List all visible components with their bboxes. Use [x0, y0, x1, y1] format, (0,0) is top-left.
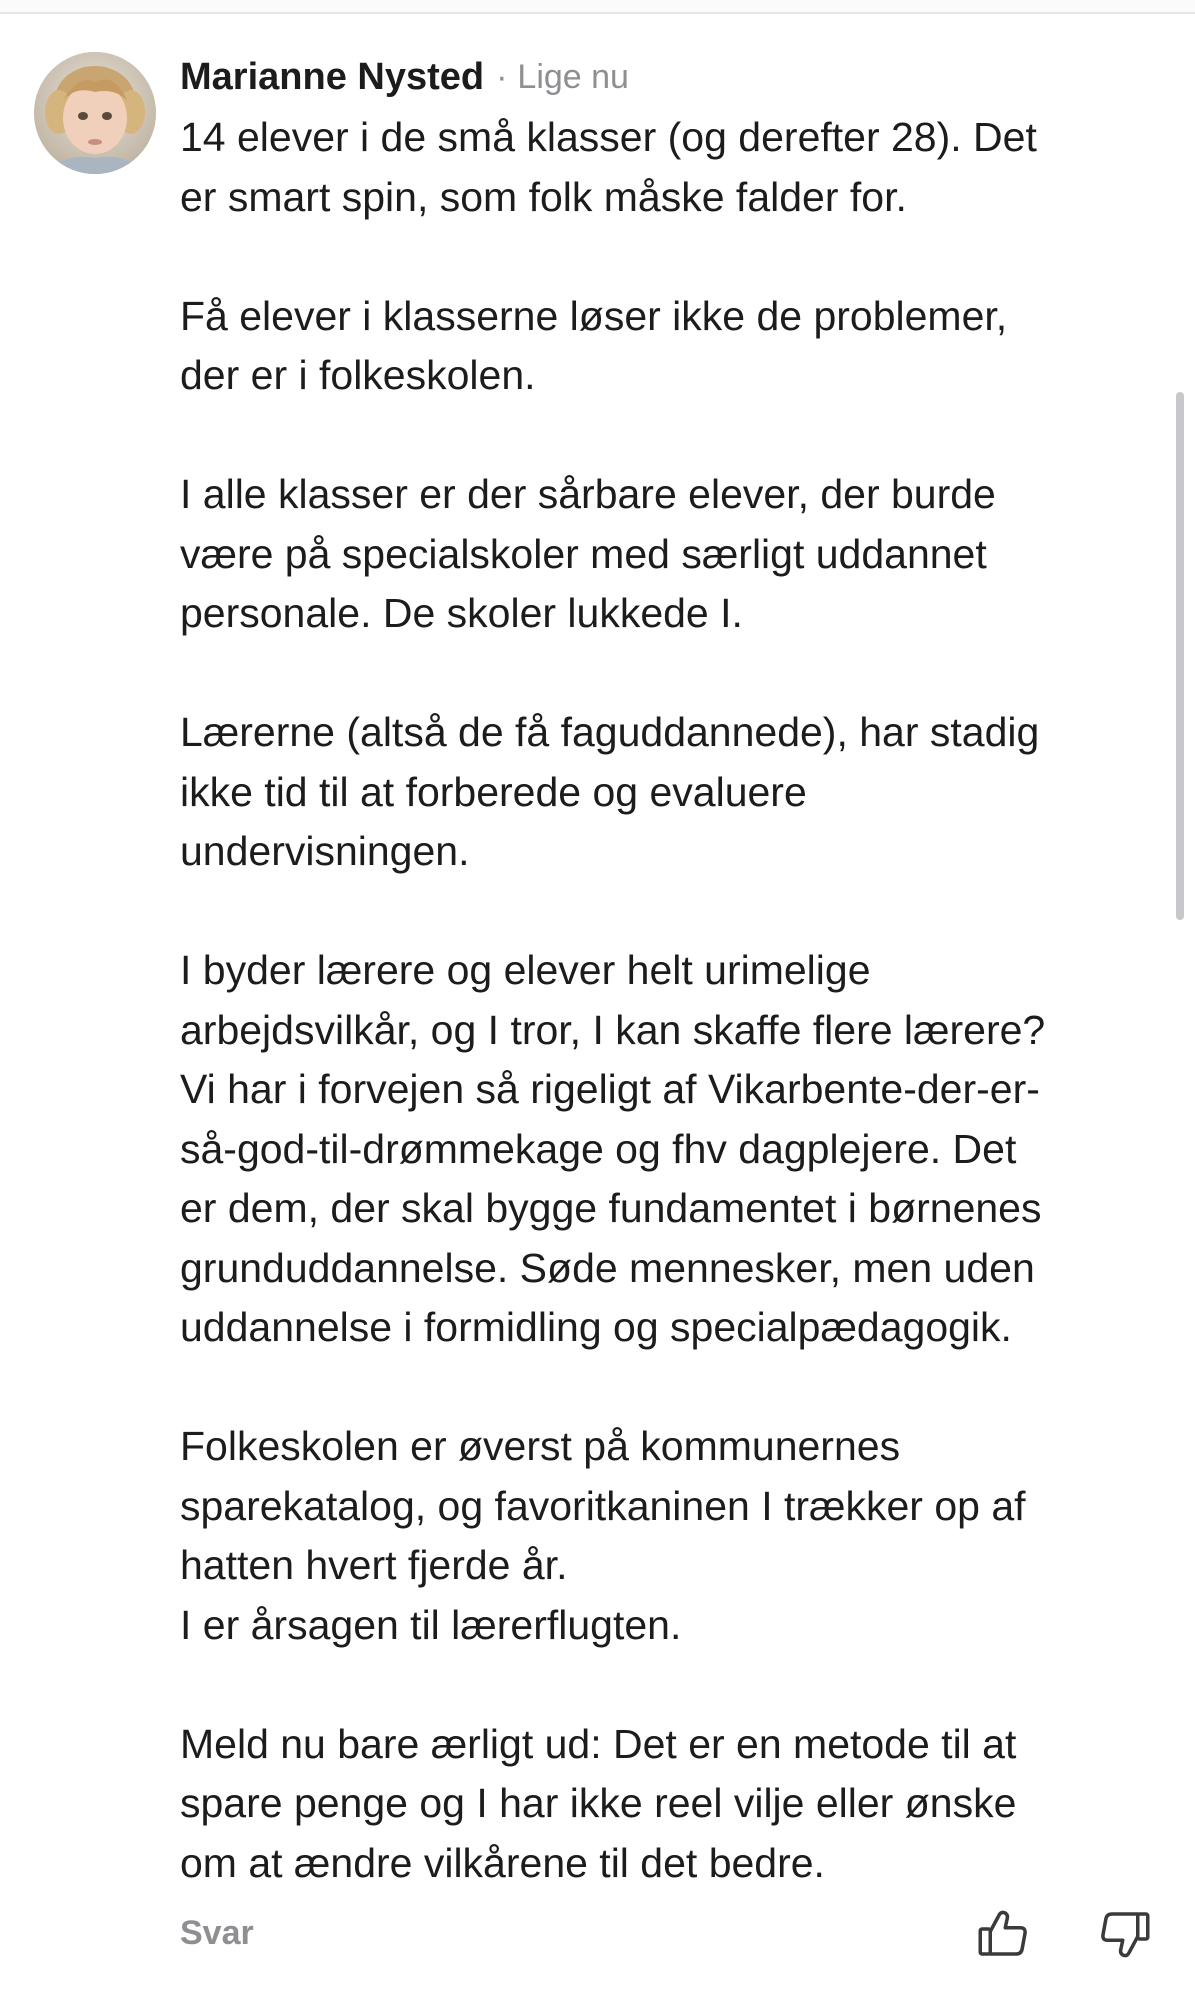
comment-text-line: så-god-til-drømmekage og fhv dagplejere. Det	[180, 1125, 1017, 1172]
comment-text-line: Meld nu bare ærligt ud: Det er en metode til at	[180, 1720, 1017, 1767]
comment-text-line: Lærerne (altså de få faguddannede), har stadig	[180, 709, 1040, 755]
comment-text-line: personale. De skoler lukkede I.	[180, 590, 743, 636]
comment-text-line: arbejdsvilkår, og I tror, I kan skaffe flere lærere?	[180, 1006, 1046, 1053]
comment-header	[180, 52, 629, 102]
top-divider	[0, 0, 1195, 14]
thumbs-down-button[interactable]	[1094, 1904, 1154, 1964]
comment-text-line: Folkeskolen er øverst på kommunernes	[180, 1423, 901, 1469]
comment-text-line: I byder lærere og elever helt urimelige	[180, 947, 871, 993]
reply-button[interactable]: Svar	[180, 1914, 254, 1952]
paragraph-gap	[180, 644, 1160, 704]
paragraph-gap	[180, 1655, 1160, 1715]
avatar[interactable]	[34, 52, 156, 174]
comment-text-line: 14 elever i de små klasser (og derefter 28). Det	[180, 114, 1037, 160]
comment-text-line: sparekatalog, og favoritkaninen I trækker op af	[180, 1482, 1026, 1529]
comment-text-line: uddannelse i formidling og specialpædagogik.	[180, 1304, 1012, 1350]
paragraph-gap	[180, 882, 1160, 942]
comment-text-line: være på specialskoler med særligt uddannet	[180, 530, 987, 577]
comment-text-line: ikke tid til at forberede og evaluere	[180, 768, 807, 815]
paragraph-gap	[180, 1358, 1160, 1418]
paragraph-gap	[180, 227, 1160, 287]
comment-text-line: der er i folkeskolen.	[180, 352, 536, 398]
comment-text-line: undervisningen.	[180, 828, 470, 874]
meta-separator: ·	[496, 57, 508, 96]
thumbs-down-icon	[1094, 1904, 1154, 1964]
avatar-image	[34, 52, 156, 174]
thumbs-up-icon	[974, 1904, 1034, 1964]
comment-text-line: spare penge og I har ikke reel vilje eller ønske	[180, 1780, 1017, 1826]
comment-text-line: I alle klasser er der sårbare elever, der burde	[180, 471, 996, 517]
scrollbar[interactable]	[1176, 392, 1184, 920]
comment-body	[180, 108, 1160, 1893]
comment-text-line: Få elever i klasserne løser ikke de problemer,	[180, 292, 1008, 339]
comment-actions	[0, 1900, 1195, 1970]
comment-text-line: I er årsagen til lærerflugten.	[180, 1601, 682, 1648]
comment-text-line: grunduddannelse. Søde mennesker, men uden	[180, 1244, 1035, 1291]
thumbs-up-button[interactable]	[974, 1904, 1034, 1964]
comment-text-line: om at ændre vilkårene til det bedre.	[180, 1839, 825, 1886]
comment-text-line: Vi har i forvejen så rigeligt af Vikarbente-der-er-	[180, 1066, 1040, 1112]
comment-timestamp: Lige nu	[517, 57, 629, 96]
comment-text-line: er smart spin, som folk måske falder for.	[180, 173, 907, 220]
comment-text-line: hatten hvert fjerde år.	[180, 1542, 568, 1588]
paragraph-gap	[180, 406, 1160, 466]
comment-text-line: er dem, der skal bygge fundamentet i børnenes	[180, 1185, 1042, 1231]
author-name[interactable]: Marianne Nysted	[180, 55, 485, 98]
